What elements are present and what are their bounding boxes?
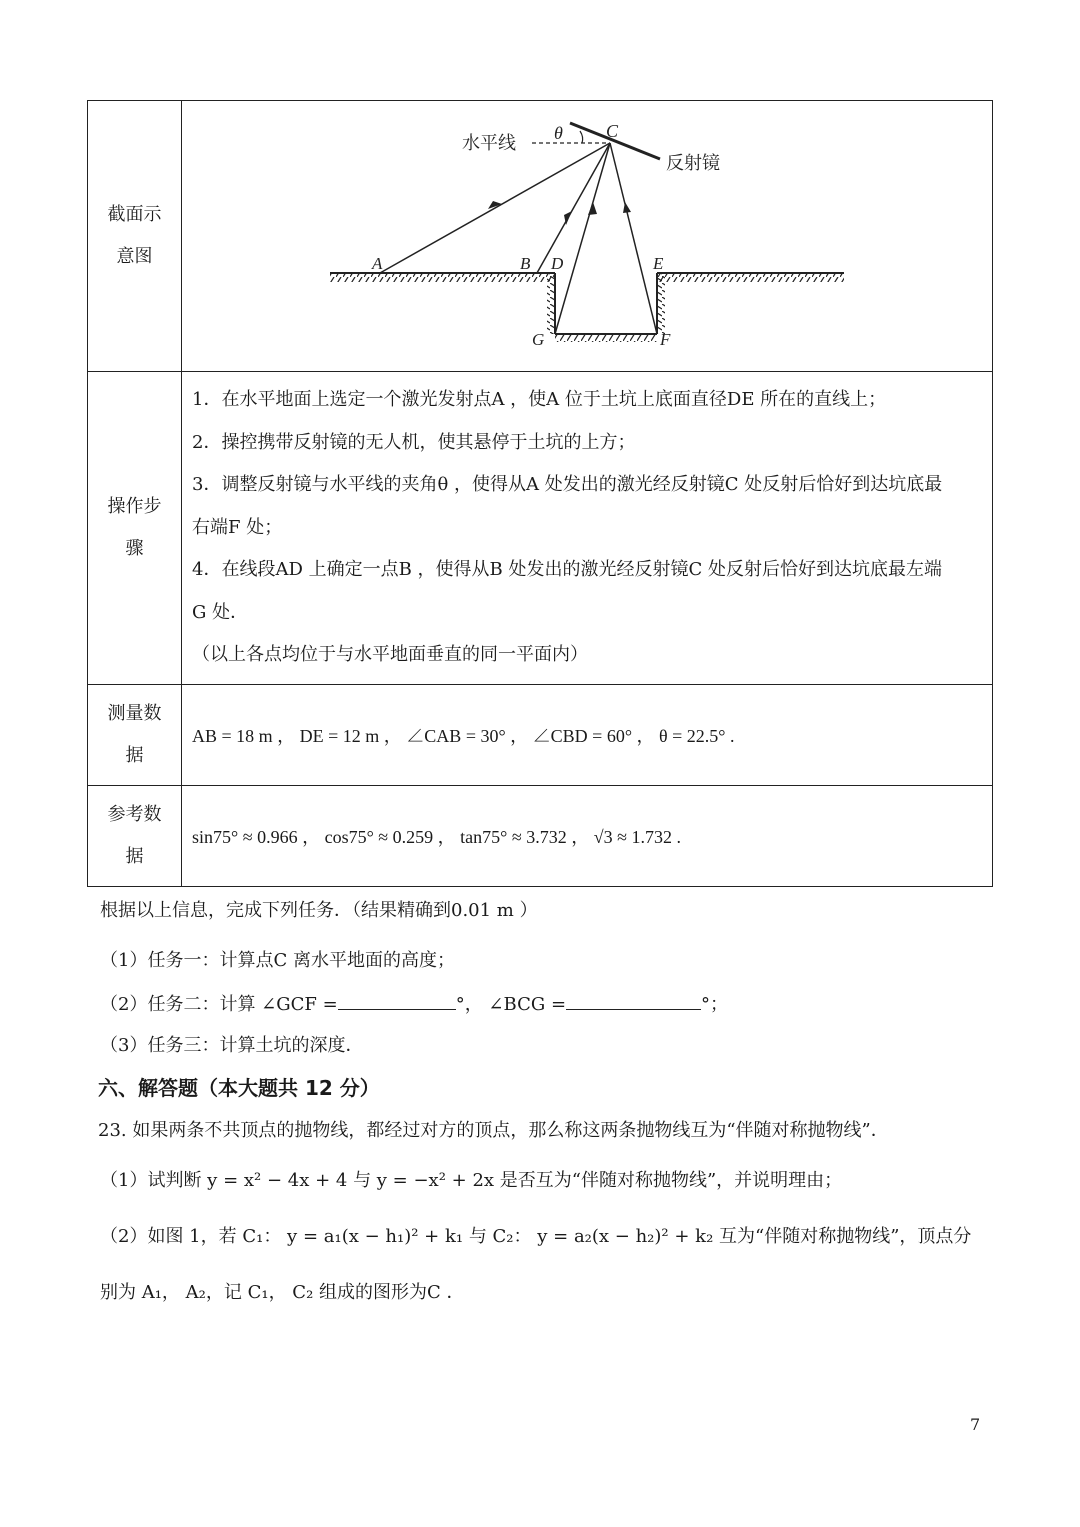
cross-section-diagram xyxy=(182,101,992,371)
label-mirror: 反射镜 xyxy=(666,153,720,174)
label-reference: 参考数 据 xyxy=(88,786,182,887)
reference-value: sin75° ≈ 0.966 ， cos75° ≈ 0.259 ， tan75° ≈ 3.732 ， √3 ≈ 1.732 . xyxy=(182,786,993,887)
table-row-measurements xyxy=(88,685,993,786)
point-D: D xyxy=(551,254,564,273)
label-theta: θ xyxy=(554,123,563,143)
table-row-steps xyxy=(88,372,993,685)
cross-section-diagram-cell xyxy=(182,101,993,372)
info-table xyxy=(87,100,993,887)
section-title: 六、解答题（本大题共 12 分） xyxy=(98,1076,380,1100)
answer-blank-gcf[interactable] xyxy=(338,989,456,1010)
point-A: A xyxy=(372,254,383,273)
question-23-part-1: （1）试判断 y = x² − 4x + 4 与 y = −x² + 2x 是否互为“伴随对称抛物线”，并说明理由； xyxy=(100,1170,843,1191)
label-steps: 操作步 骤 xyxy=(88,372,182,685)
step-1: 1．在水平地面上选定一个激光发射点A ，使A 位于土坑上底面直径DE 所在的直线上； xyxy=(192,389,887,411)
point-E: E xyxy=(653,254,664,273)
step-4: 4．在线段AD 上确定一点B ，使得从B 处发出的激光经反射镜C 处反射后恰好到达坑底最左端 xyxy=(192,559,942,581)
label-horizontal-line: 水平线 xyxy=(462,133,516,154)
question-23: 23. 如果两条不共顶点的抛物线，都经过对方的顶点，那么称这两条抛物线互为“伴随对称抛物线”． xyxy=(98,1120,889,1141)
page-number: 7 xyxy=(970,1415,981,1434)
measurements-value: AB = 18 m ， DE = 12 m ， ∠CAB = 30° ， ∠CBD = 60° ， θ = 22.5° . xyxy=(182,685,993,786)
point-G: G xyxy=(532,330,545,349)
step-4-cont: G 处． xyxy=(192,601,249,623)
point-C: C xyxy=(606,121,619,141)
task-1: （1）任务一：计算点C 离水平地面的高度； xyxy=(100,950,455,971)
point-B: B xyxy=(520,254,531,273)
task-3: （3）任务三：计算土坑的深度． xyxy=(100,1035,364,1056)
table-row-reference xyxy=(88,786,993,887)
step-2: 2．操控携带反射镜的无人机，使其悬停于土坑的上方； xyxy=(192,431,636,453)
table-row-diagram xyxy=(88,101,993,372)
question-23-part-2-cont: 别为 A₁， A₂，记 C₁， C₂ 组成的图形为C ． xyxy=(100,1282,465,1303)
point-F: F xyxy=(660,330,671,349)
steps-cell xyxy=(182,372,993,685)
intro-text: 根据以上信息，完成下列任务．（结果精确到0.01 m ） xyxy=(100,900,538,921)
label-diagram: 截面示 意图 xyxy=(88,101,182,372)
step-3: 3．调整反射镜与水平线的夹角θ ，使得从A 处发出的激光经反射镜C 处反射后恰好到达坑底最 xyxy=(192,474,943,496)
question-23-part-2: （2）如图 1，若 C₁： y = a₁(x − h₁)² + k₁ 与 C₂： y = a₂(x − h₂)² + k₂ 互为“伴随对称抛物线”，顶点分 xyxy=(100,1226,972,1247)
label-measurements: 测量数 据 xyxy=(88,685,182,786)
answer-blank-bcg[interactable] xyxy=(566,989,701,1010)
steps-note: （以上各点均位于与水平地面垂直的同一平面内） xyxy=(192,644,588,666)
step-3-cont: 右端F 处； xyxy=(192,516,283,538)
task-2: （2）任务二：计算 ∠GCF = °， ∠BCG = °； xyxy=(100,989,728,1020)
